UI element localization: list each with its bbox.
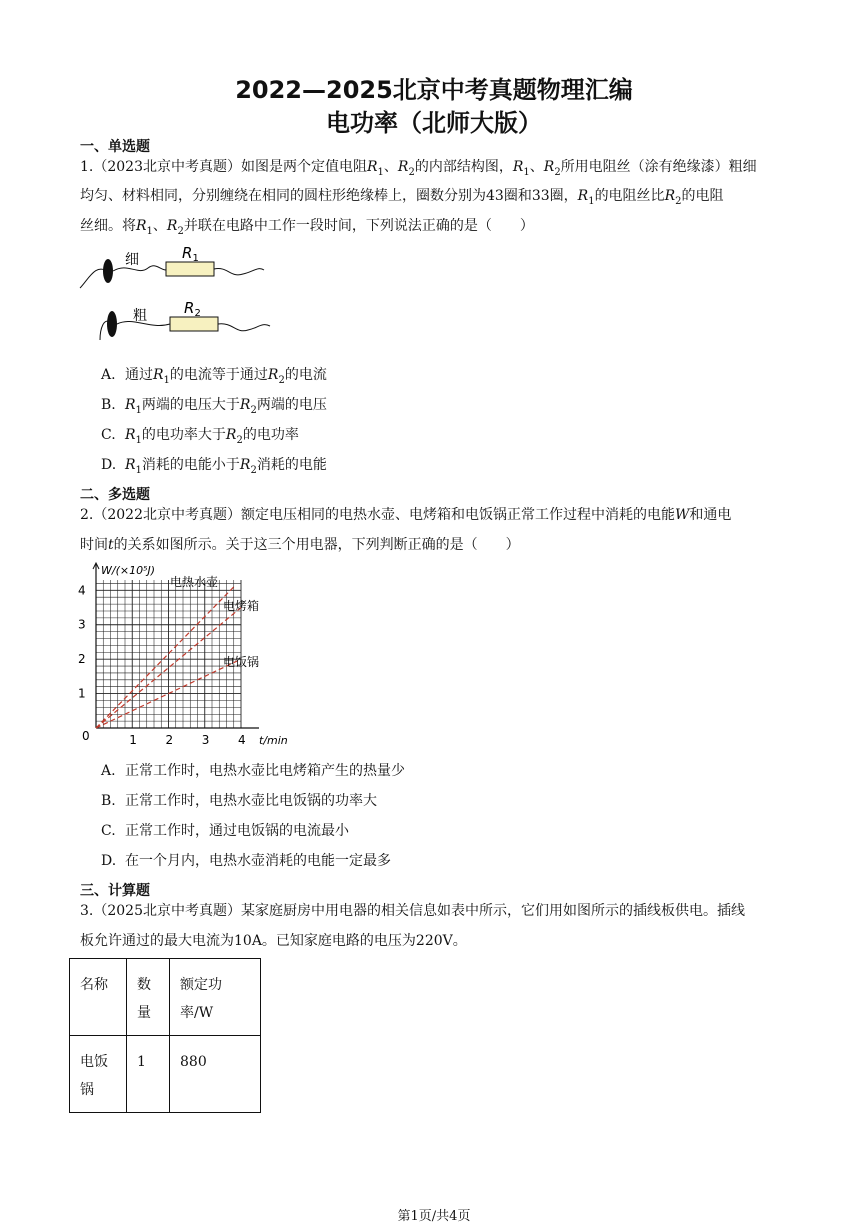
- energy-time-chart: [78, 560, 298, 752]
- x-tick-label: 3: [201, 733, 210, 747]
- table-header-cell: 数量: [127, 959, 170, 1036]
- origin-label: 0: [82, 729, 90, 743]
- section-single-choice: 一、单选题: [80, 139, 150, 155]
- resistor-r1-body: [166, 262, 214, 276]
- y-axis-label: W/(×10⁵J): [101, 564, 156, 577]
- page-title: 2022—2025北京中考真题物理汇编: [235, 76, 633, 104]
- resistor-r2-body: [170, 317, 218, 331]
- q1-option-c[interactable]: C. $R_1$的电功率大于$R_2$的电功率: [101, 427, 299, 446]
- thin-wire-mid: [113, 266, 166, 271]
- thin-label: 细: [125, 252, 139, 268]
- q2-option-a[interactable]: A. 正常工作时，电热水壶比电烤箱产生的热量少: [101, 763, 405, 779]
- q2-line-2: 时间t的关系如图所示。关于这三个用电器，下列判断正确的是（ ）: [80, 537, 520, 553]
- series-label: 电饭锅: [223, 655, 260, 669]
- section-calculation: 三、计算题: [80, 883, 150, 899]
- q1-line-2: 均匀、材料相同，分别缠绕在相同的圆柱形绝缘棒上，圈数分别为43圈和33圈，$R_1$的电阻丝比$R_2$的电阻: [80, 188, 724, 207]
- q2-option-b[interactable]: B. 正常工作时，电热水壶比电饭锅的功率大: [101, 793, 377, 809]
- x-axis-label: t/min: [259, 734, 288, 747]
- x-tick-label: 4: [238, 733, 246, 747]
- page-footer: 第1页/共4页: [397, 1209, 471, 1224]
- y-tick-label: 2: [78, 652, 86, 667]
- r2-label: $R_2$: [184, 299, 201, 319]
- table-cell: 1: [127, 1036, 170, 1113]
- x-tick-label: 1: [129, 733, 137, 747]
- q2-option-d[interactable]: D. 在一个月内，电热水壶消耗的电能一定最多: [101, 853, 391, 869]
- q3-line-1: 3.（2025北京中考真题）某家庭厨房中用电器的相关信息如表中所示，它们用如图所示的插线板供电。插线: [80, 903, 745, 919]
- table-cell: 880: [170, 1036, 261, 1113]
- y-tick-label: 1: [78, 686, 86, 701]
- y-tick-label: 4: [78, 583, 86, 598]
- section-multi-choice: 二、多选题: [80, 487, 150, 503]
- q3-line-2: 板允许通过的最大电流为10A。已知家庭电路的电压为220V。: [80, 933, 467, 949]
- q1-option-d[interactable]: D. $R_1$消耗的电能小于$R_2$消耗的电能: [101, 457, 327, 476]
- r1-label: $R_1$: [182, 244, 199, 264]
- series-line: [96, 587, 234, 728]
- q2-option-c[interactable]: C. 正常工作时，通过电饭锅的电流最小: [101, 823, 349, 839]
- x-tick-label: 2: [165, 733, 174, 747]
- q1-line-3: 丝细。将$R_1$、$R_2$并联在电路中工作一段时间，下列说法正确的是（ ）: [80, 218, 534, 237]
- thick-label: 粗: [133, 308, 147, 324]
- thin-coil: [103, 259, 113, 283]
- q1-line-1: 1.（2023北京中考真题）如图是两个定值电阻$R_1$、$R_2$的内部结构图，$R_1$、$R_2$所用电阻丝（涂有绝缘漆）粗细: [80, 159, 757, 178]
- q2-line-1: 2.（2022北京中考真题）额定电压相同的电热水壶、电烤箱和电饭锅正常工作过程中消耗的电能W和通电: [80, 507, 732, 523]
- table-row: [70, 1036, 261, 1113]
- thin-wire-right: [214, 269, 264, 275]
- table-header-cell: 名称: [70, 959, 127, 1036]
- resistor-structure-figure: [78, 240, 278, 350]
- table-header-row: [70, 959, 261, 1036]
- page-subtitle: 电功率（北师大版）: [326, 109, 542, 137]
- series-label: 电烤箱: [223, 599, 260, 613]
- y-tick-label: 3: [78, 617, 86, 632]
- thick-wire-right: [218, 324, 270, 331]
- series-label: 电热水壶: [170, 575, 219, 589]
- thick-coil: [107, 311, 117, 337]
- q1-option-a[interactable]: A. 通过$R_1$的电流等于通过$R_2$的电流: [101, 367, 327, 386]
- q1-option-b[interactable]: B. $R_1$两端的电压大于$R_2$两端的电压: [101, 397, 327, 416]
- table-cell: 电饭锅: [70, 1036, 127, 1113]
- table-header-cell: 额定功率/W: [170, 959, 261, 1036]
- appliance-table: [69, 958, 261, 1113]
